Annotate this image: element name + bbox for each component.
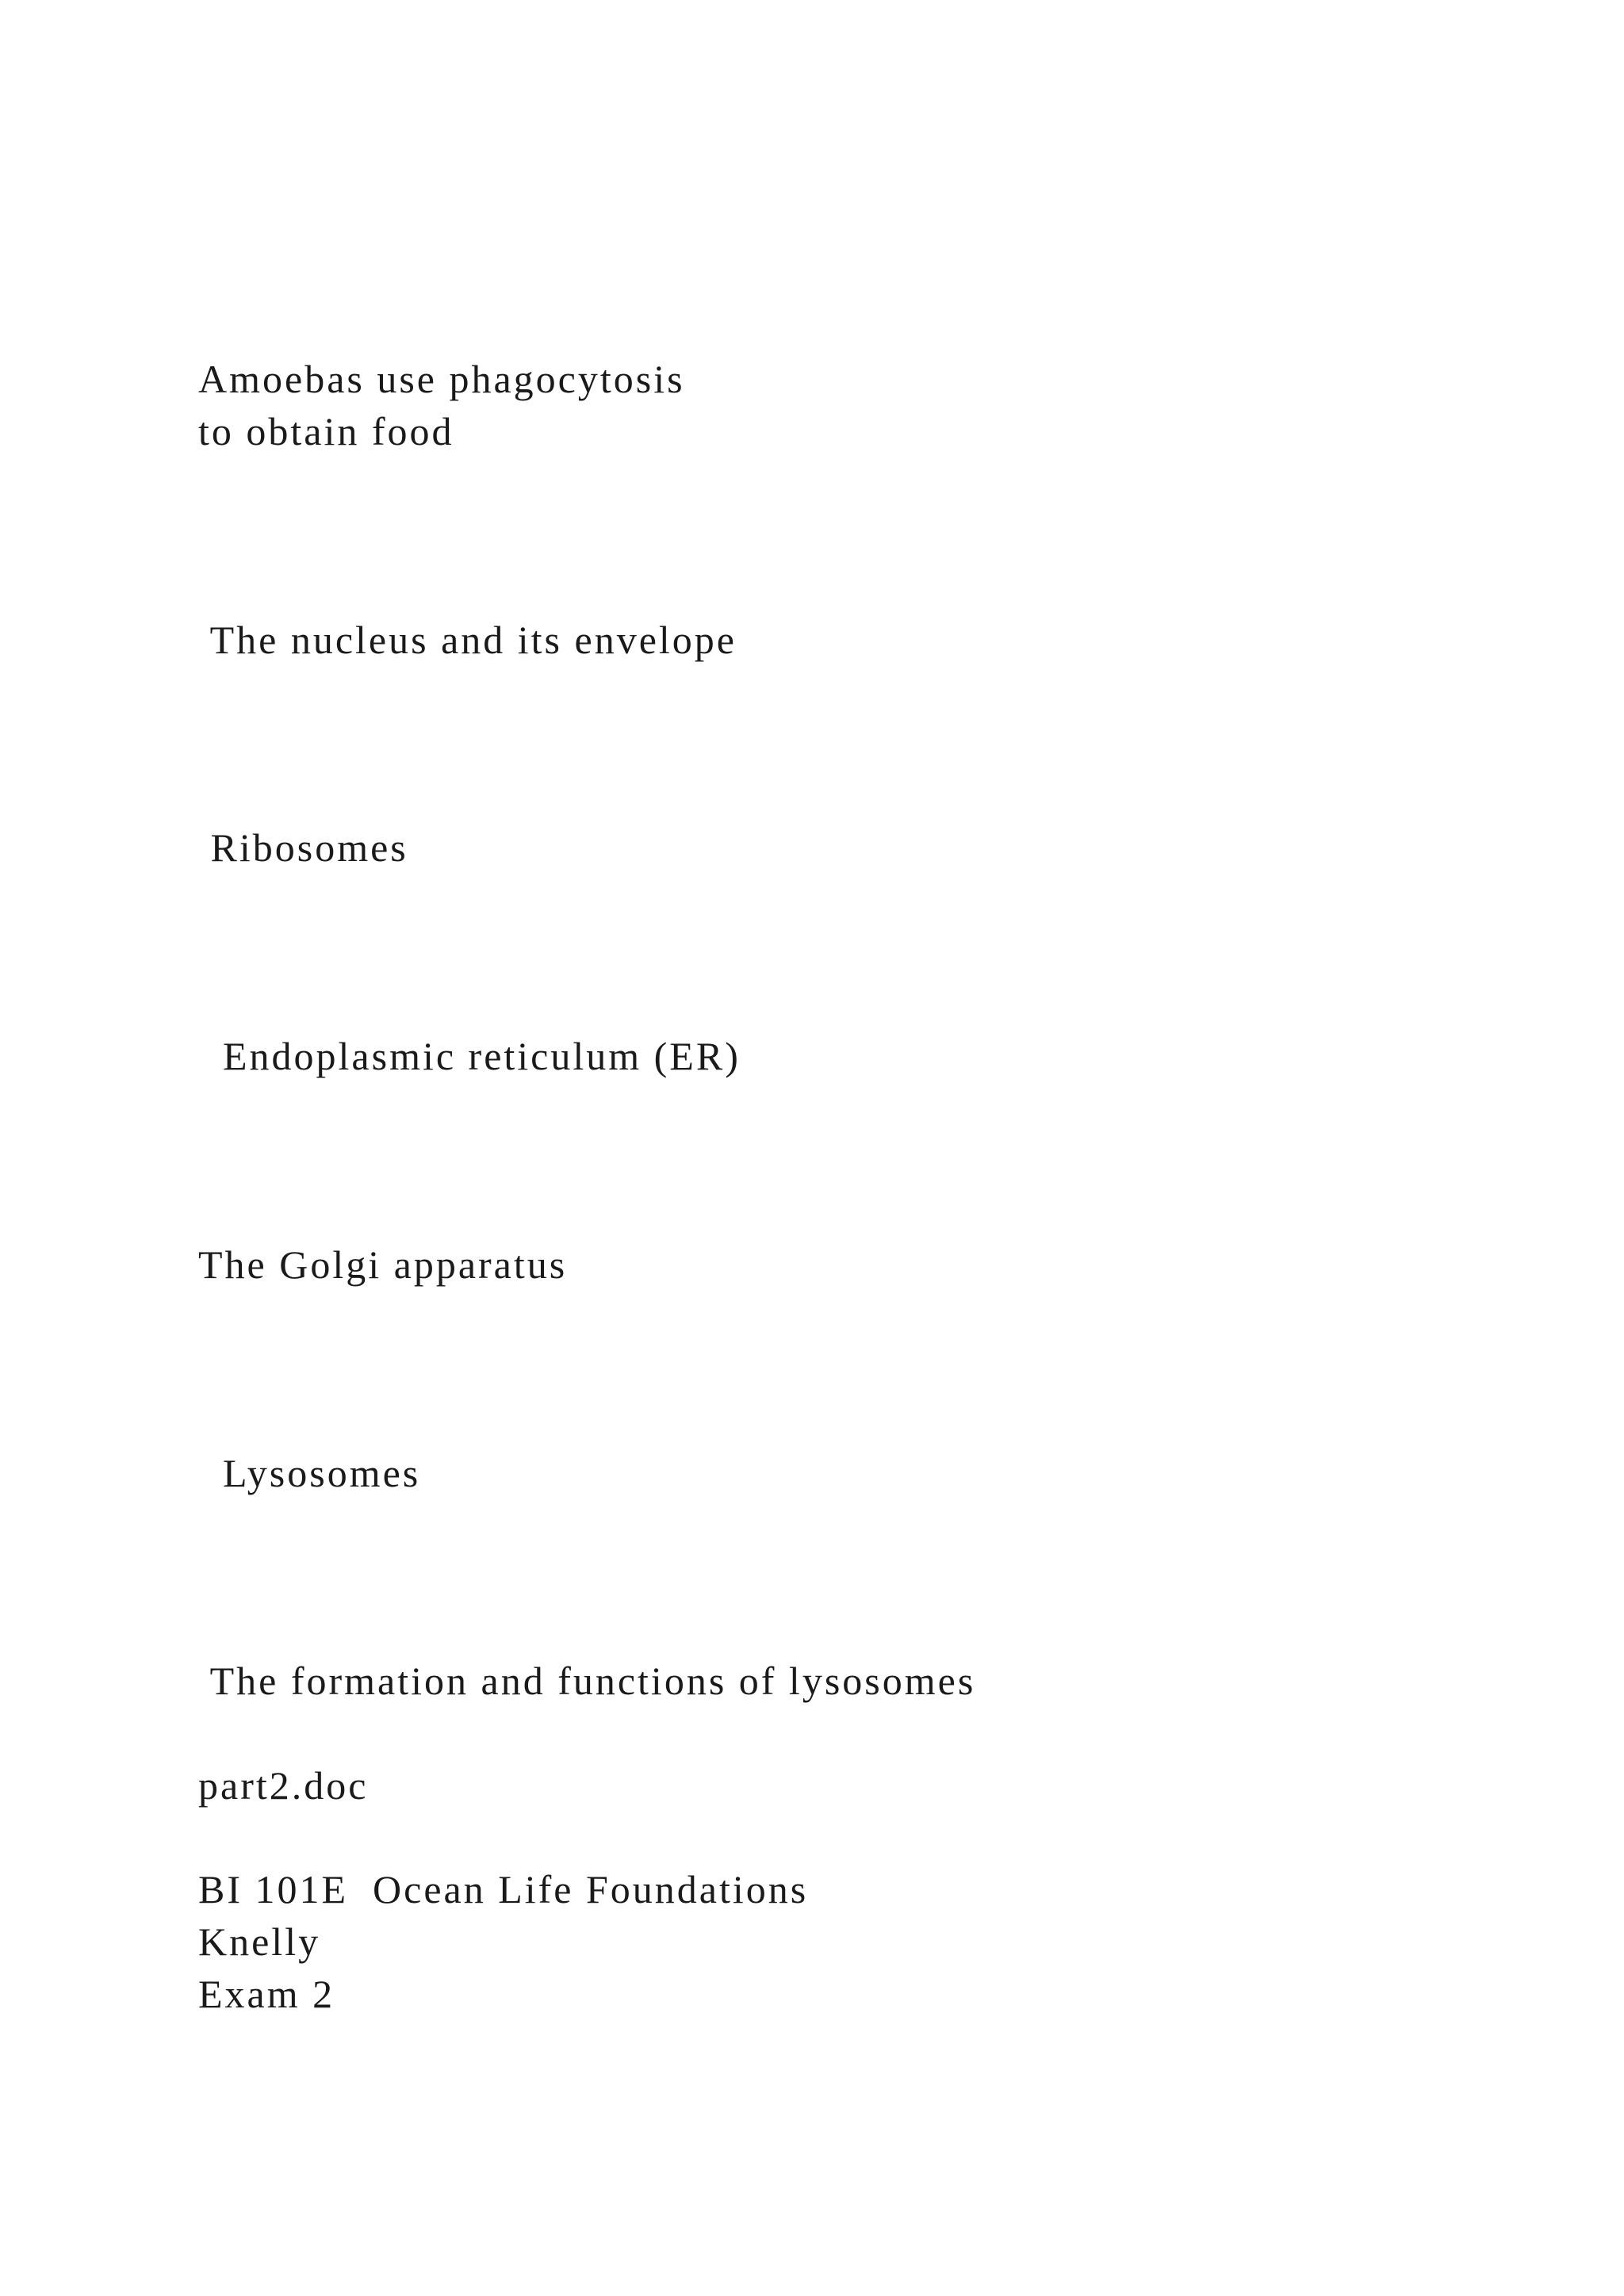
- heading-ribosomes: Ribosomes: [198, 825, 408, 870]
- file-name: part2.doc: [198, 1763, 369, 1808]
- instructor-name: Knelly: [198, 1919, 321, 1964]
- caption-amoebas-phagocytosis: Amoebas use phagocytosis: [198, 357, 685, 401]
- heading-nucleus-envelope: The nucleus and its envelope: [198, 618, 737, 662]
- heading-endoplasmic-reticulum: Endoplasmic reticulum (ER): [198, 1034, 741, 1078]
- caption-amoebas-phagocytosis-cont: to obtain food: [198, 409, 454, 453]
- exam-label: Exam 2: [198, 1972, 335, 2016]
- heading-lysosome-formation: The formation and functions of lysosomes: [198, 1659, 976, 1703]
- heading-lysosomes: Lysosomes: [198, 1451, 421, 1495]
- course-title: BI 101E Ocean Life Foundations: [198, 1867, 809, 1911]
- heading-golgi-apparatus: The Golgi apparatus: [198, 1242, 568, 1287]
